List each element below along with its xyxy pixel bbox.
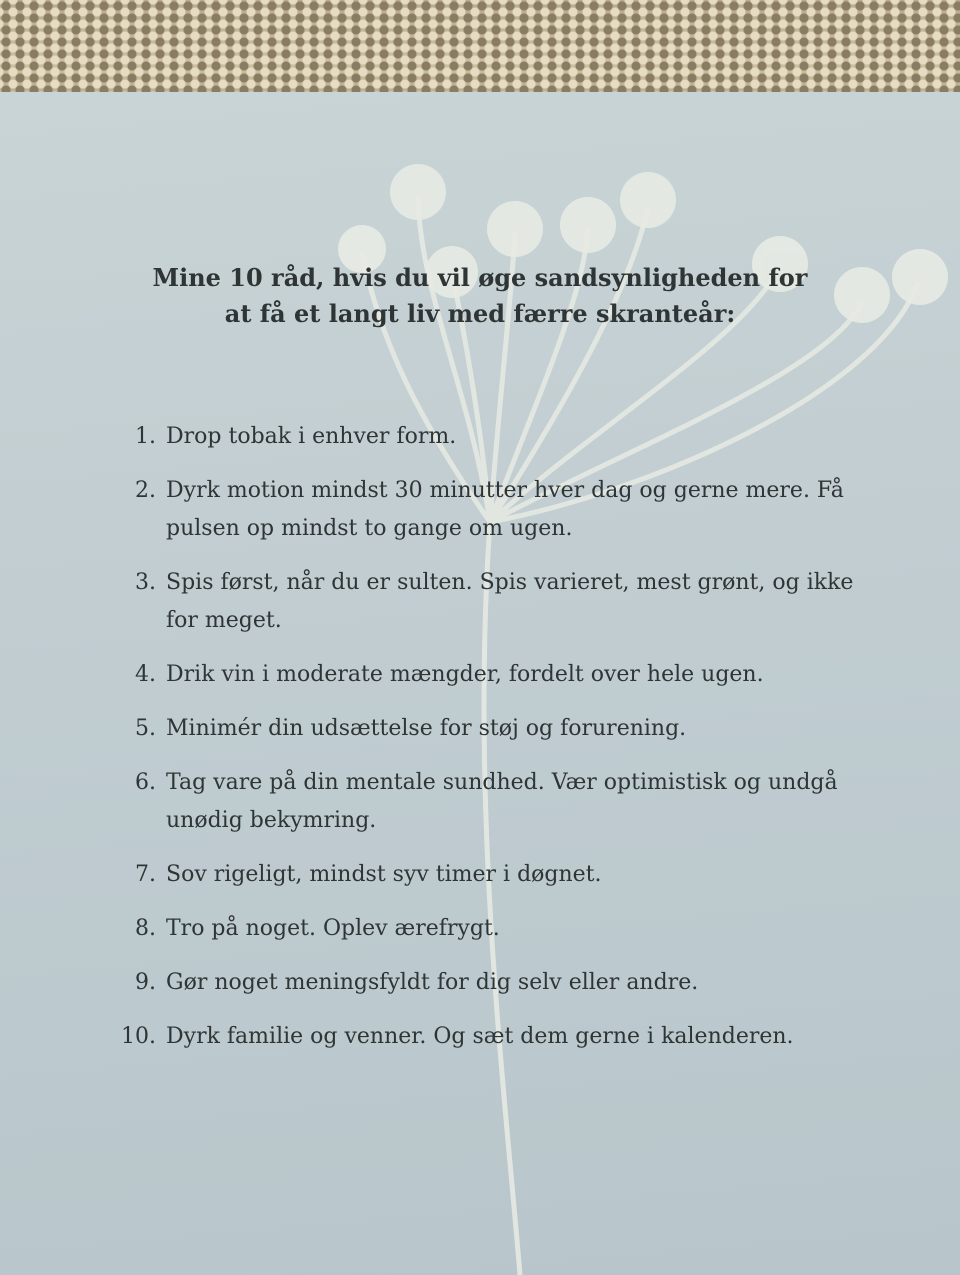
tip-number: 2. bbox=[135, 478, 156, 503]
tip-number: 4. bbox=[135, 662, 156, 687]
list-item bbox=[100, 1018, 860, 1056]
list-item bbox=[100, 910, 860, 948]
page-title bbox=[120, 260, 840, 332]
list-item bbox=[100, 856, 860, 894]
tip-number: 5. bbox=[135, 716, 156, 741]
tip-text: Dyrk familie og venner. Og sæt dem gerne i kalenderen. bbox=[166, 1024, 794, 1049]
tip-text: Dyrk motion mindst 30 minutter hver dag og gerne mere. Få pulsen op mindst to gange om ugen. bbox=[166, 478, 844, 541]
tip-text: Spis først, når du er sulten. Spis varieret, mest grønt, og ikke for meget. bbox=[166, 570, 854, 633]
tip-number: 8. bbox=[135, 916, 156, 941]
list-item bbox=[100, 472, 860, 548]
book-page bbox=[0, 92, 960, 1275]
tip-text: Sov rigeligt, mindst syv timer i døgnet. bbox=[166, 862, 602, 887]
list-item bbox=[100, 418, 860, 456]
list-item bbox=[100, 710, 860, 748]
tip-number: 1. bbox=[135, 424, 156, 449]
list-item bbox=[100, 964, 860, 1002]
tip-number: 3. bbox=[135, 570, 156, 595]
tips-list bbox=[100, 418, 860, 1072]
title-line-1: Mine 10 råd, hvis du vil øge sandsynligheden for bbox=[152, 263, 808, 292]
tip-number: 10. bbox=[121, 1024, 156, 1049]
tip-text: Minimér din udsættelse for støj og forurening. bbox=[166, 716, 687, 741]
tip-text: Tro på noget. Oplev ærefrygt. bbox=[166, 916, 500, 941]
title-line-2: at få et langt liv med færre skranteår: bbox=[224, 299, 736, 328]
tip-text: Drik vin i moderate mængder, fordelt over hele ugen. bbox=[166, 662, 764, 687]
tip-text: Drop tobak i enhver form. bbox=[166, 424, 457, 449]
tip-number: 7. bbox=[135, 862, 156, 887]
tip-text: Gør noget meningsfyldt for dig selv eller andre. bbox=[166, 970, 699, 995]
list-item bbox=[100, 656, 860, 694]
tip-number: 6. bbox=[135, 770, 156, 795]
tip-number: 9. bbox=[135, 970, 156, 995]
tip-text: Tag vare på din mentale sundhed. Vær optimistisk og undgå unødig bekymring. bbox=[166, 770, 838, 833]
list-item bbox=[100, 564, 860, 640]
list-item bbox=[100, 764, 860, 840]
